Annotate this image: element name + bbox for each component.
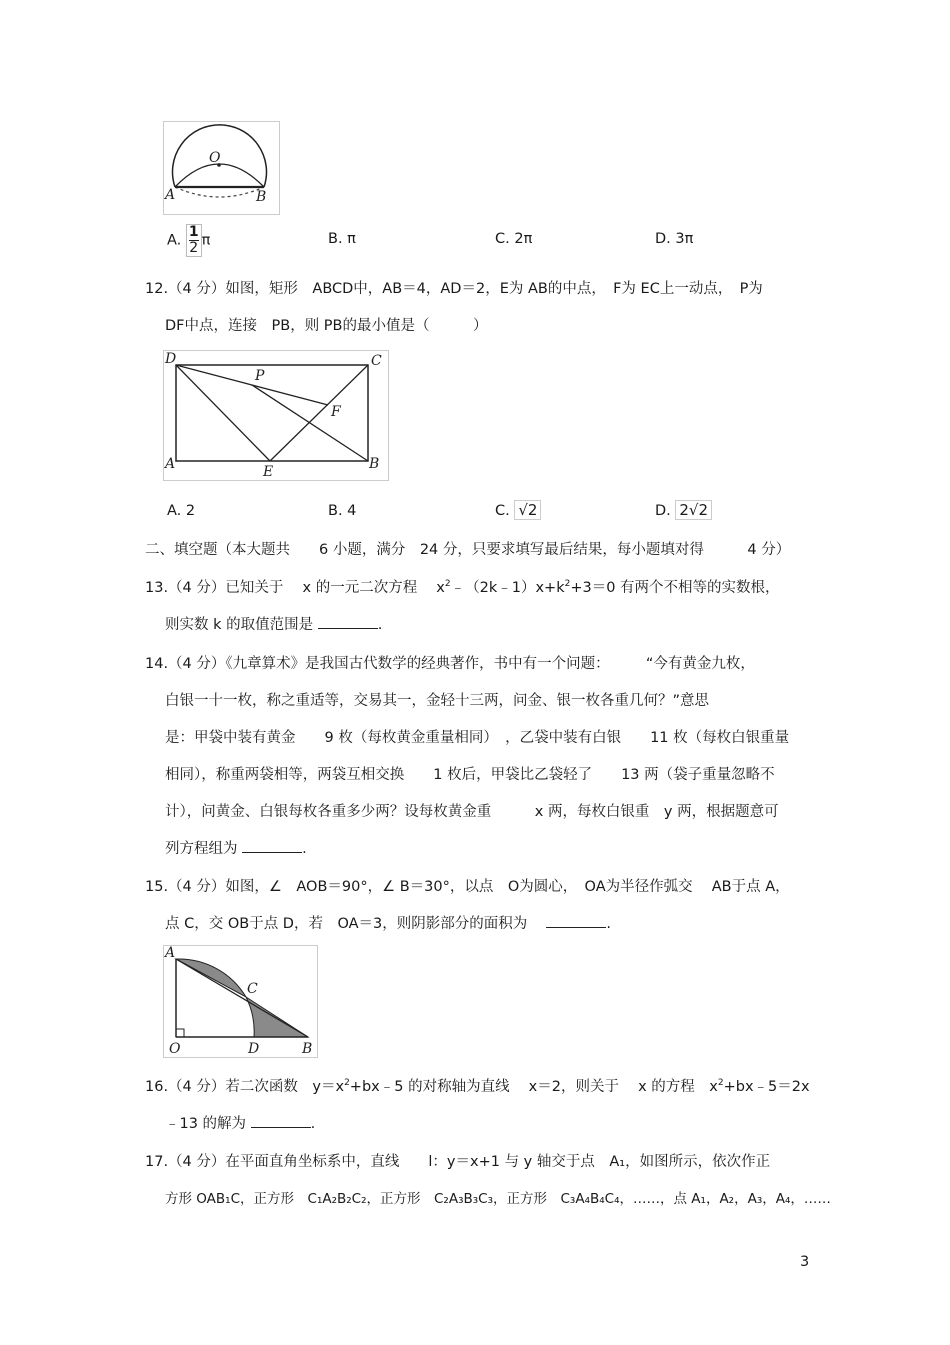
q12-segment-pb	[252, 385, 368, 461]
q15-segment-ab	[176, 959, 308, 1037]
q12-label-a: A	[165, 456, 176, 472]
section-2-heading: 二、填空题（本大题共 6 小题，满分 24 分，只要求填写最后结果，每小题填对得 4 分）	[145, 542, 791, 558]
q15-label-o: O	[169, 1041, 181, 1057]
q17-line1: 17.（4 分）在平面直角坐标系中，直线 l：y＝x+1 与 y 轴交于点 A₁，如图所示，依次作正	[145, 1154, 771, 1170]
q11-label-a: A	[165, 187, 176, 203]
q13-answer-blank[interactable]	[318, 614, 378, 629]
q12-label-d: D	[165, 351, 177, 367]
q16-line2: ﹣13 的解为 .	[165, 1112, 315, 1133]
q11-fraction-one-half: $\frac{1}{2}$	[186, 224, 202, 257]
q14-answer-blank[interactable]	[242, 838, 302, 853]
q12-figure	[163, 350, 389, 481]
q14-line6: 列方程组为 .	[165, 837, 307, 858]
q12-option-c: C. √2	[495, 500, 541, 520]
q12-segment-ec	[270, 365, 368, 461]
q12-two-sqrt2: 2√2	[675, 500, 712, 520]
q12-label-b: B	[369, 456, 380, 472]
q13-line1: 13.（4 分）已知关于 x 的一元二次方程 $x^2﹣(2k﹣1)x+k^2+3=0$ 有两个不相等的实数根，	[145, 579, 780, 596]
q12-line2: DF中点，连接 PB，则 PB的最小值是（ ）	[165, 318, 488, 334]
q12-label-e: E	[263, 464, 274, 480]
q11-option-d: D. 3π	[655, 231, 694, 247]
q17-line2: 方形 OAB₁C，正方形 C₁A₂B₂C₂，正方形 C₂A₃B₃C₃，正方形 C₃A₄B₄C₄，……，点 A₁，A₂，A₃，A₄，……	[165, 1191, 831, 1207]
q15-line2: 点 C，交 OB于点 D，若 OA＝3，则阴影部分的面积为 .	[165, 912, 611, 933]
page-number: 3	[800, 1254, 810, 1270]
q12-line1: 12.（4 分）如图，矩形 ABCD中，AB＝4，AD＝2，E为 AB的中点， F为 EC上一动点， P为	[145, 281, 763, 297]
q16-answer-blank[interactable]	[251, 1113, 311, 1128]
q14-line1: 14.（4 分）《九章算术》是我国古代数学的经典著作，书中有一个问题： “今有黄金九枚，	[145, 656, 755, 672]
q11-option-b: B. π	[328, 231, 356, 247]
q15-answer-blank[interactable]	[546, 913, 606, 928]
q14-line3: 是：甲袋中装有黄金 9 枚（每枚黄金重量相同） ，乙袋中装有白银 11 枚（每枚白银重量	[165, 730, 790, 746]
q15-figure	[163, 945, 318, 1058]
q13-line2: 则实数 k 的取值范围是 .	[165, 613, 382, 634]
q14-line4: 相同），称重两袋相等，两袋互相交换 1 枚后，甲袋比乙袋轻了 13 两（袋子重量忽略不	[165, 767, 775, 783]
q12-option-b: B. 4	[328, 503, 357, 519]
q12-label-p: P	[255, 368, 265, 384]
q12-label-f: F	[331, 404, 341, 420]
q15-line1: 15.（4 分）如图，∠ AOB＝90°，∠ B＝30°，以点 O为圆心， OA为半径作弧交 AB于点 A，	[145, 879, 790, 895]
q11-option-a: A. $\frac{1}{2}\pi$	[167, 224, 211, 256]
q12-sqrt2: √2	[514, 500, 541, 520]
q15-label-c: C	[247, 981, 258, 997]
q16-line1: 16.（4 分）若二次函数 $y=x^2+bx﹣5$ 的对称轴为直线 x＝2，则关于 x 的方程 $x^2+bx﹣5=2x$	[145, 1078, 810, 1095]
q11-figure	[163, 121, 280, 215]
q11-label-o: O	[209, 150, 221, 166]
q15-label-d: D	[248, 1041, 260, 1057]
q11-label-b: B	[256, 189, 267, 205]
q12-label-c: C	[371, 353, 382, 369]
q14-line5: 计），问黄金、白银每枚各重多少两？设每枚黄金重 x 两，每枚白银重 y 两，根据题意可	[165, 804, 779, 820]
q11-folded-arc	[175, 164, 264, 187]
q11-option-c: C. 2π	[495, 231, 533, 247]
q11-dashed-arc	[175, 187, 264, 197]
q15-right-angle-mark	[176, 1029, 184, 1037]
q15-label-b: B	[302, 1041, 313, 1057]
q15-label-a: A	[165, 945, 176, 961]
q12-option-d: D. 2√2	[655, 500, 712, 520]
q14-line2: 白银一十一枚，称之重适等，交易其一，金轻十三两，问金、银一枚各重几何？”意思	[165, 693, 710, 709]
q12-option-a: A. 2	[167, 503, 196, 519]
